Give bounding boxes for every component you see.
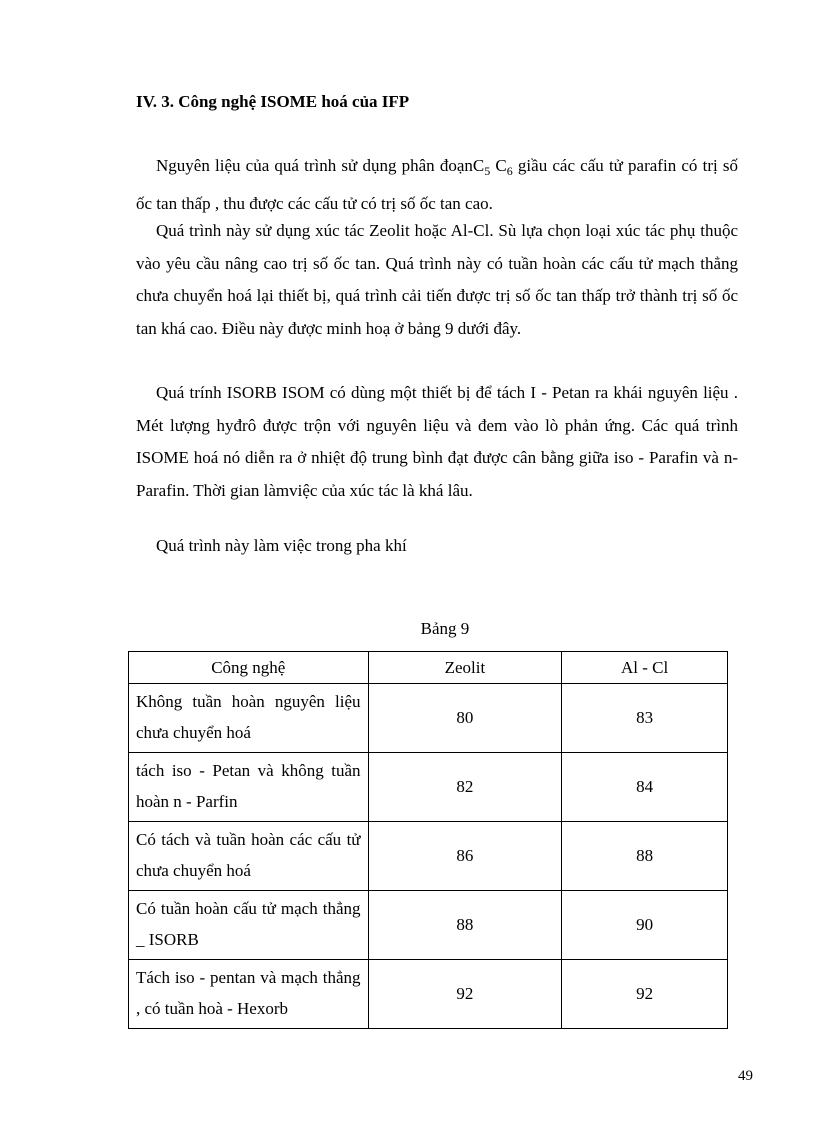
paragraph-catalyst: Quá trình này sử dụng xúc tác Zeolit hoặc Al-Cl. Sù lựa chọn loại xúc tác phụ thuộc vào yêu cầu nâng cao trị số ốc tan. Quá trình này có tuần hoàn các cấu tử mạch thẳng chưa chuyển hoá lại thiết bị, quá trình cải tiến được trị số ốc tan thấp trở thành trị số ốc tan khá cao. Điều này được minh hoạ ở bảng 9 dưới đây.	[136, 221, 738, 338]
subscript-c5: 5	[484, 164, 491, 178]
table-header-row	[129, 652, 728, 684]
table-row	[129, 891, 728, 960]
header-alcl: Al - Cl	[562, 652, 728, 684]
header-technology: Công nghệ	[129, 652, 369, 684]
table-cell-zeolit: 80	[368, 684, 562, 753]
page-number: 49	[738, 1068, 753, 1084]
table-row	[129, 960, 728, 1029]
table-cell-zeolit: 92	[368, 960, 562, 1029]
table-cell-alcl: 83	[562, 684, 728, 753]
paragraph-feedstock	[136, 150, 738, 220]
table-cell-technology: Không tuần hoàn nguyên liệu chưa chuyển hoá	[129, 684, 369, 753]
paragraph-gas-phase: Quá trình này làm việc trong pha khí	[156, 536, 407, 555]
paragraph-feedstock-text-end: giầu các cấu tử parafin có trị số ốc tan thấp , thu được các cấu tử có trị số ốc tan cao.	[136, 156, 738, 213]
paragraph-isorb: Quá trính ISORB ISOM có dùng một thiết bị để tách I - Petan ra khái nguyên liệu . Mét lượng hyđrô được trộn với nguyên liệu và đem vào lò phản ứng. Các quá trình ISOME hoá nó diễn ra ở nhiệt độ trung bình đạt được cân bằng giữa iso - Parafin và n-Parafin. Thời gian làmviệc của xúc tác là khá lâu.	[136, 383, 738, 500]
paragraph-feedstock-text-mid: C	[490, 156, 507, 175]
table-row	[129, 822, 728, 891]
table-cell-alcl: 90	[562, 891, 728, 960]
table-cell-technology: Tách iso - pentan và mạch thẳng , có tuần hoà - Hexorb	[129, 960, 369, 1029]
table-caption: Bảng 9	[420, 619, 470, 638]
table-cell-zeolit: 88	[368, 891, 562, 960]
section-heading: IV. 3. Công nghệ ISOME hoá của IFP	[136, 92, 410, 111]
table-row	[129, 684, 728, 753]
subscript-c6: 6	[506, 164, 513, 178]
octane-table	[128, 651, 728, 1029]
table-cell-technology: Có tách và tuần hoàn các cấu tử chưa chuyển hoá	[129, 822, 369, 891]
header-zeolit: Zeolit	[368, 652, 562, 684]
table-cell-technology: Có tuần hoàn cấu tử mạch thẳng _ ISORB	[129, 891, 369, 960]
table-cell-alcl: 92	[562, 960, 728, 1029]
table-cell-technology: tách iso - Petan và không tuần hoàn n - Parfin	[129, 753, 369, 822]
table-cell-alcl: 84	[562, 753, 728, 822]
table-cell-zeolit: 82	[368, 753, 562, 822]
table-cell-alcl: 88	[562, 822, 728, 891]
paragraph-feedstock-text-start: Nguyên liệu của quá trình sử dụng phân đoạnC	[156, 156, 485, 175]
table-row	[129, 753, 728, 822]
table-cell-zeolit: 86	[368, 822, 562, 891]
